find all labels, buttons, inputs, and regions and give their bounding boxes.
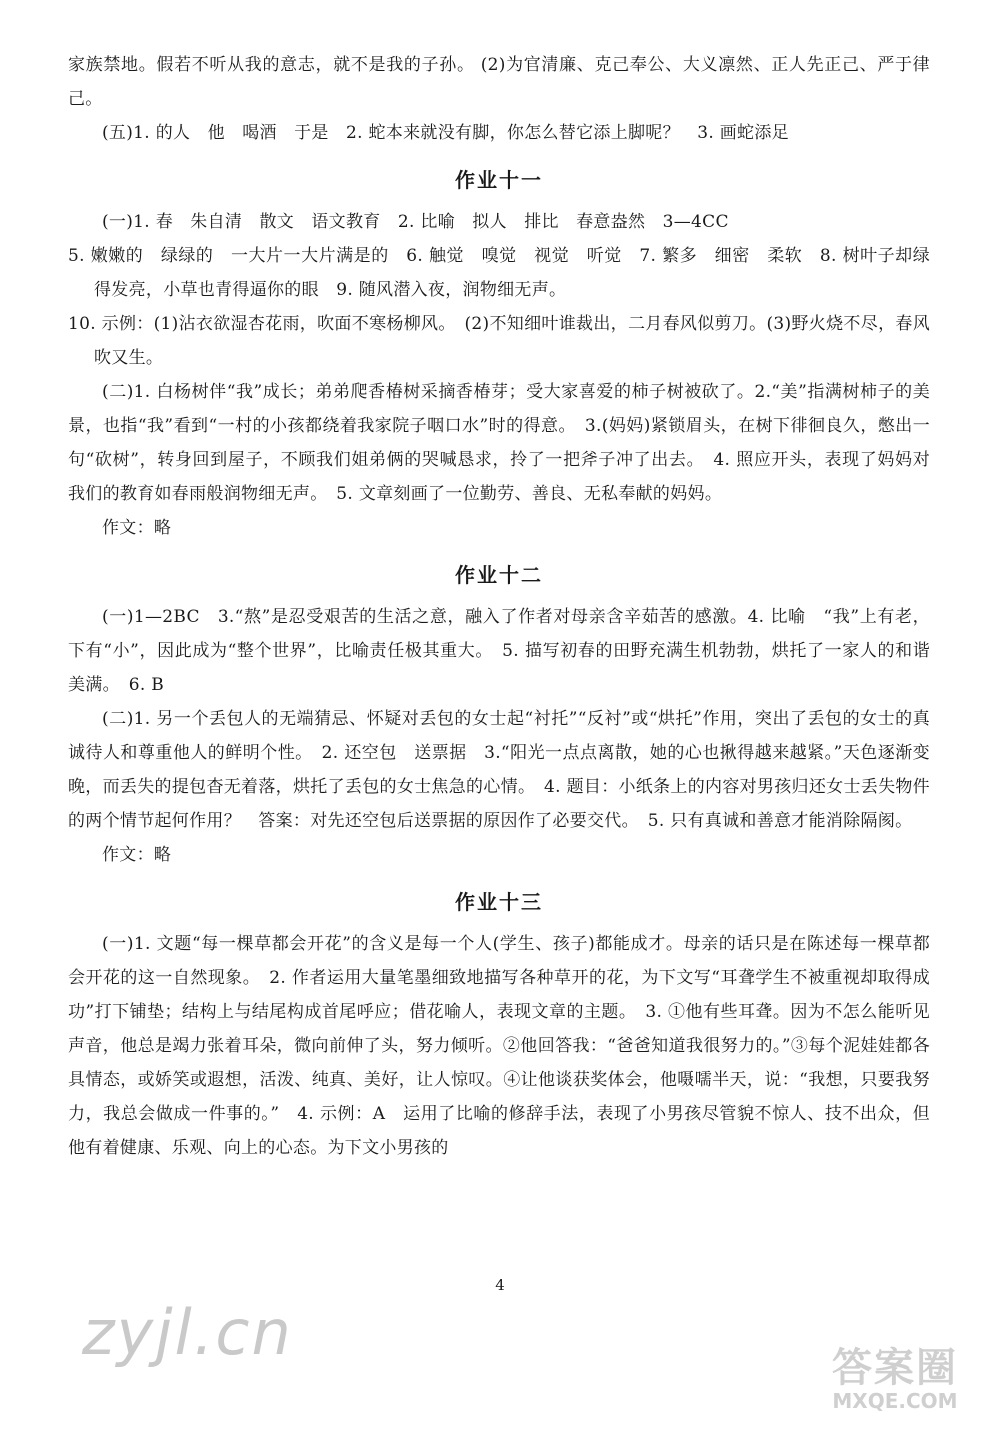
watermark-url: MXQE.COM	[832, 1389, 958, 1413]
composition-note: 作文：略	[102, 845, 172, 865]
answer-paragraph: (二)1. 白杨树伴“我”成长；弟弟爬香椿树采摘香椿芽；受大家喜爱的柿子树被砍了。2.“美”指满树柿子的美景，也指“我”看到“一村的小孩都绕着我家院子咽口水”时的得意。 3.(妈妈)紧锁眉头，在树下徘徊良久，憋出一句“砍树”，转身回到屋子，不顾我们姐弟俩的哭喊恳求，拎了一把斧子冲了出去。 4. 照应开头，表现了妈妈对我们的教育如春雨般润物细无声。 5. 文章刻画了一位勤劳、善良、无私奉献的妈妈。	[68, 382, 930, 504]
intro-paragraph: (五)1. 的人 他 喝酒 于是 2. 蛇本来就没有脚，你怎么替它添上脚呢？ 3. 画蛇添足	[102, 123, 789, 143]
intro-paragraph: 家族禁地。假若不听从我的意志，就不是我的子孙。 (2)为官清廉、克己奉公、大义凛然、正人先正己、严于律己。	[68, 55, 930, 109]
composition-note: 作文：略	[102, 518, 172, 538]
answer-paragraph: (一)1—2BC 3.“熬”是忍受艰苦的生活之意，融入了作者对母亲含辛茹苦的感激。4. 比喻 “我”上有老，下有“小”，因此成为“整个世界”，比喻责任极其重大。 5. 描写初春的田野充满生机勃勃，烘托了一家人的和谐美满。 6. B	[68, 607, 930, 695]
answer-paragraph: 10. 示例：(1)沾衣欲湿杏花雨，吹面不寒杨柳风。 (2)不知细叶谁裁出，二月春风似剪刀。(3)野火烧不尽，春风吹又生。	[68, 314, 930, 368]
watermark-logo: zyjl.cn	[82, 1296, 293, 1369]
answer-paragraph: 5. 嫩嫩的 绿绿的 一大片一大片满是的 6. 触觉 嗅觉 视觉 听觉 7. 繁多 细密 柔软 8. 树叶子却绿得发亮，小草也青得逼你的眼 9. 随风潜入夜，润物细无声。	[68, 246, 930, 300]
section-title: 作业十二	[455, 563, 543, 587]
page-number: 4	[495, 1276, 505, 1294]
answer-paragraph: (一)1. 春 朱自清 散文 语文教育 2. 比喻 拟人 排比 春意盎然 3—4CC	[102, 212, 729, 232]
section-title: 作业十三	[455, 890, 543, 914]
answer-paragraph: (二)1. 另一个丢包人的无端猜忌、怀疑对丢包的女士起“衬托”“反衬”或“烘托”作用，突出了丢包的女士的真诚待人和尊重他人的鲜明个性。 2. 还空包 送票据 3.“阳光一点点离散，她的心也揪得越来越紧。”天色逐渐变晚，而丢失的提包杳无着落，烘托了丢包的女士焦急的心情。 4. 题目：小纸条上的内容对男孩归还女士丢失物件的两个情节起何作用？ 答案：对先还空包后送票据的原因作了必要交代。 5. 只有真诚和善意才能消除隔阂。	[68, 709, 930, 831]
answer-paragraph: (一)1. 文题“每一棵草都会开花”的含义是每一个人(学生、孩子)都能成才。母亲的话只是在陈述每一棵草都会开花的这一自然现象。 2. 作者运用大量笔墨细致地描写各种草开的花，为下文写“耳聋学生不被重视却取得成功”打下铺垫；结构上与结尾构成首尾呼应；借花喻人，表现文章的主题。 3. ①他有些耳聋。因为不怎么能听见声音，他总是竭力张着耳朵，微向前伸了头，努力倾听。②他回答我：“爸爸知道我很努力的。”③每个泥娃娃都各具情态，或娇笑或遐想，活泼、纯真、美好，让人惊叹。④让他谈获奖体会，他嗫嚅半天，说：“我想，只要我努力，我总会做成一件事的。” 4. 示例：A 运用了比喻的修辞手法，表现了小男孩尽管貌不惊人、技不出众，但他有着健康、乐观、向上的心态。为下文小男孩的	[68, 934, 930, 1158]
watermark-text: 答案圈	[832, 1345, 958, 1391]
watermark-logo	[800, 1336, 990, 1413]
document-body	[68, 48, 930, 1165]
section-title: 作业十一	[455, 168, 543, 192]
